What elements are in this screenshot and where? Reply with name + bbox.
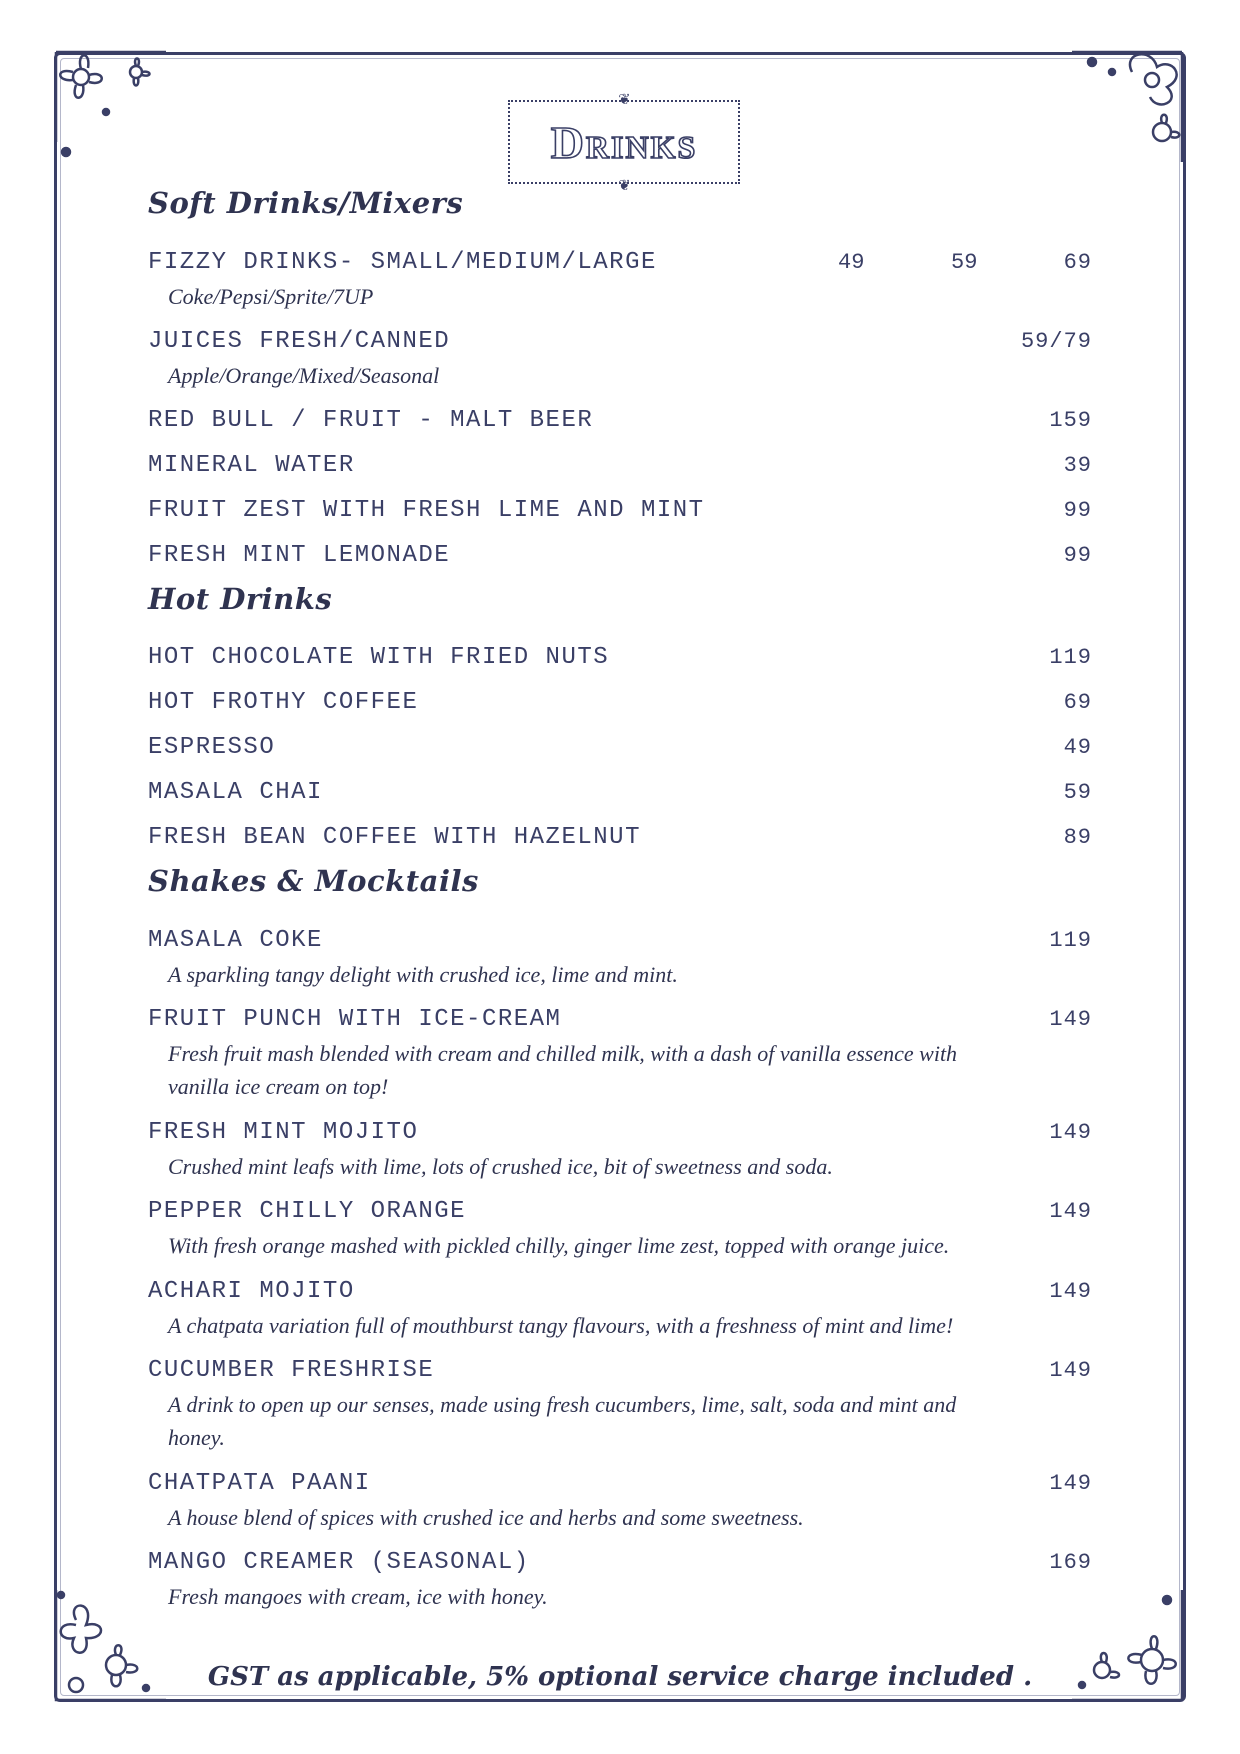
item-description: A chatpata variation full of mouthburst tangy flavours, with a freshness of mint and lime!	[168, 1313, 954, 1338]
title-ornament-icon: ❦	[618, 176, 630, 196]
menu-item	[148, 327, 1092, 392]
menu-item	[148, 823, 1092, 853]
item-name: FRESH BEAN COFFEE WITH HAZELNUT	[148, 824, 641, 851]
item-price: 99	[1063, 543, 1092, 568]
item-price: 149	[1049, 1358, 1092, 1383]
item-price: 39	[1063, 453, 1092, 478]
section-title-hot-drinks: Hot Drinks	[148, 582, 333, 616]
section-title-soft-drinks: Soft Drinks/Mixers	[148, 186, 464, 220]
item-name: FRUIT PUNCH WITH ICE-CREAM	[148, 1006, 562, 1033]
menu-item	[148, 778, 1092, 808]
item-name: MASALA CHAI	[148, 779, 323, 806]
item-description: A sparkling tangy delight with crushed ice, lime and mint.	[168, 962, 678, 987]
title-ornament-icon: ❦	[618, 90, 630, 110]
item-name: MANGO CREAMER (SEASONAL)	[148, 1549, 530, 1576]
menu-item	[148, 496, 1092, 526]
item-name: FRUIT ZEST WITH FRESH LIME AND MINT	[148, 497, 705, 524]
item-name: HOT FROTHY COFFEE	[148, 689, 419, 716]
flower-corner-icon	[1062, 42, 1192, 172]
item-description: Apple/Orange/Mixed/Seasonal	[168, 363, 440, 388]
menu-item	[148, 1277, 1092, 1342]
menu-item	[148, 451, 1092, 481]
menu-item	[148, 926, 1092, 991]
item-price: 169	[1049, 1550, 1092, 1575]
page-title: Drinks	[550, 116, 698, 168]
item-price: 69	[1063, 250, 1092, 275]
flower-corner-icon	[46, 42, 176, 172]
item-description: With fresh orange mashed with pickled chilly, ginger lime zest, topped with orange juice.	[168, 1233, 950, 1258]
item-price: 99	[1063, 498, 1092, 523]
item-name: CHATPATA PAANI	[148, 1470, 371, 1497]
item-price: 59	[1063, 780, 1092, 805]
item-name: ESPRESSO	[148, 734, 276, 761]
menu-item	[148, 406, 1092, 436]
item-name: RED BULL / FRUIT - MALT BEER	[148, 407, 594, 434]
item-price: 159	[1049, 408, 1092, 433]
item-name: HOT CHOCOLATE WITH FRIED NUTS	[148, 644, 610, 671]
item-description: Crushed mint leafs with lime, lots of crushed ice, bit of sweetness and soda.	[168, 1154, 833, 1179]
menu-item	[148, 733, 1092, 763]
item-name: FRESH MINT MOJITO	[148, 1119, 419, 1146]
item-description: Coke/Pepsi/Sprite/7UP	[168, 284, 374, 309]
item-description: Fresh fruit mash blended with cream and chilled milk, with a dash of vanilla essence with vanilla ice cream on top!	[168, 1041, 958, 1099]
item-price: 119	[1049, 645, 1092, 670]
item-price: 69	[1063, 690, 1092, 715]
menu-item	[148, 643, 1092, 673]
menu-item	[148, 1548, 1092, 1613]
menu-item	[148, 1197, 1092, 1262]
item-name: ACHARI MOJITO	[148, 1278, 355, 1305]
item-price-medium: 59	[951, 250, 978, 275]
item-price: 119	[1049, 928, 1092, 953]
item-price: 149	[1049, 1471, 1092, 1496]
menu-item	[148, 688, 1092, 718]
item-price-small: 49	[838, 250, 865, 275]
menu-item	[148, 541, 1092, 571]
item-price: 149	[1049, 1120, 1092, 1145]
item-name: PEPPER CHILLY ORANGE	[148, 1198, 467, 1225]
footer-note: GST as applicable, 5% optional service charge included .	[207, 1662, 1033, 1692]
item-price: 149	[1049, 1007, 1092, 1032]
item-description: A house blend of spices with crushed ice and herbs and some sweetness.	[168, 1505, 804, 1530]
item-name: CUCUMBER FRESHRISE	[148, 1357, 435, 1384]
item-price: 49	[1063, 735, 1092, 760]
item-description: A drink to open up our senses, made using fresh cucumbers, lime, salt, soda and mint and honey.	[168, 1392, 957, 1450]
menu-item	[148, 1356, 1092, 1454]
item-name: MINERAL WATER	[148, 452, 355, 479]
menu-item	[148, 1005, 1092, 1103]
section-title-shakes-mocktails: Shakes & Mocktails	[148, 864, 479, 898]
item-price: 149	[1049, 1279, 1092, 1304]
item-price: 149	[1049, 1199, 1092, 1224]
item-name: FIZZY DRINKS- SMALL/MEDIUM/LARGE	[148, 249, 657, 276]
item-description: Fresh mangoes with cream, ice with honey.	[168, 1584, 548, 1609]
menu-item	[148, 1118, 1092, 1183]
menu-item	[148, 248, 1092, 313]
menu-item	[148, 1469, 1092, 1534]
item-name: FRESH MINT LEMONADE	[148, 542, 451, 569]
page-title-frame	[508, 90, 740, 196]
item-price: 89	[1063, 825, 1092, 850]
item-price: 59/79	[1020, 329, 1092, 354]
item-name: MASALA COKE	[148, 927, 323, 954]
item-name: JUICES FRESH/CANNED	[148, 328, 451, 355]
